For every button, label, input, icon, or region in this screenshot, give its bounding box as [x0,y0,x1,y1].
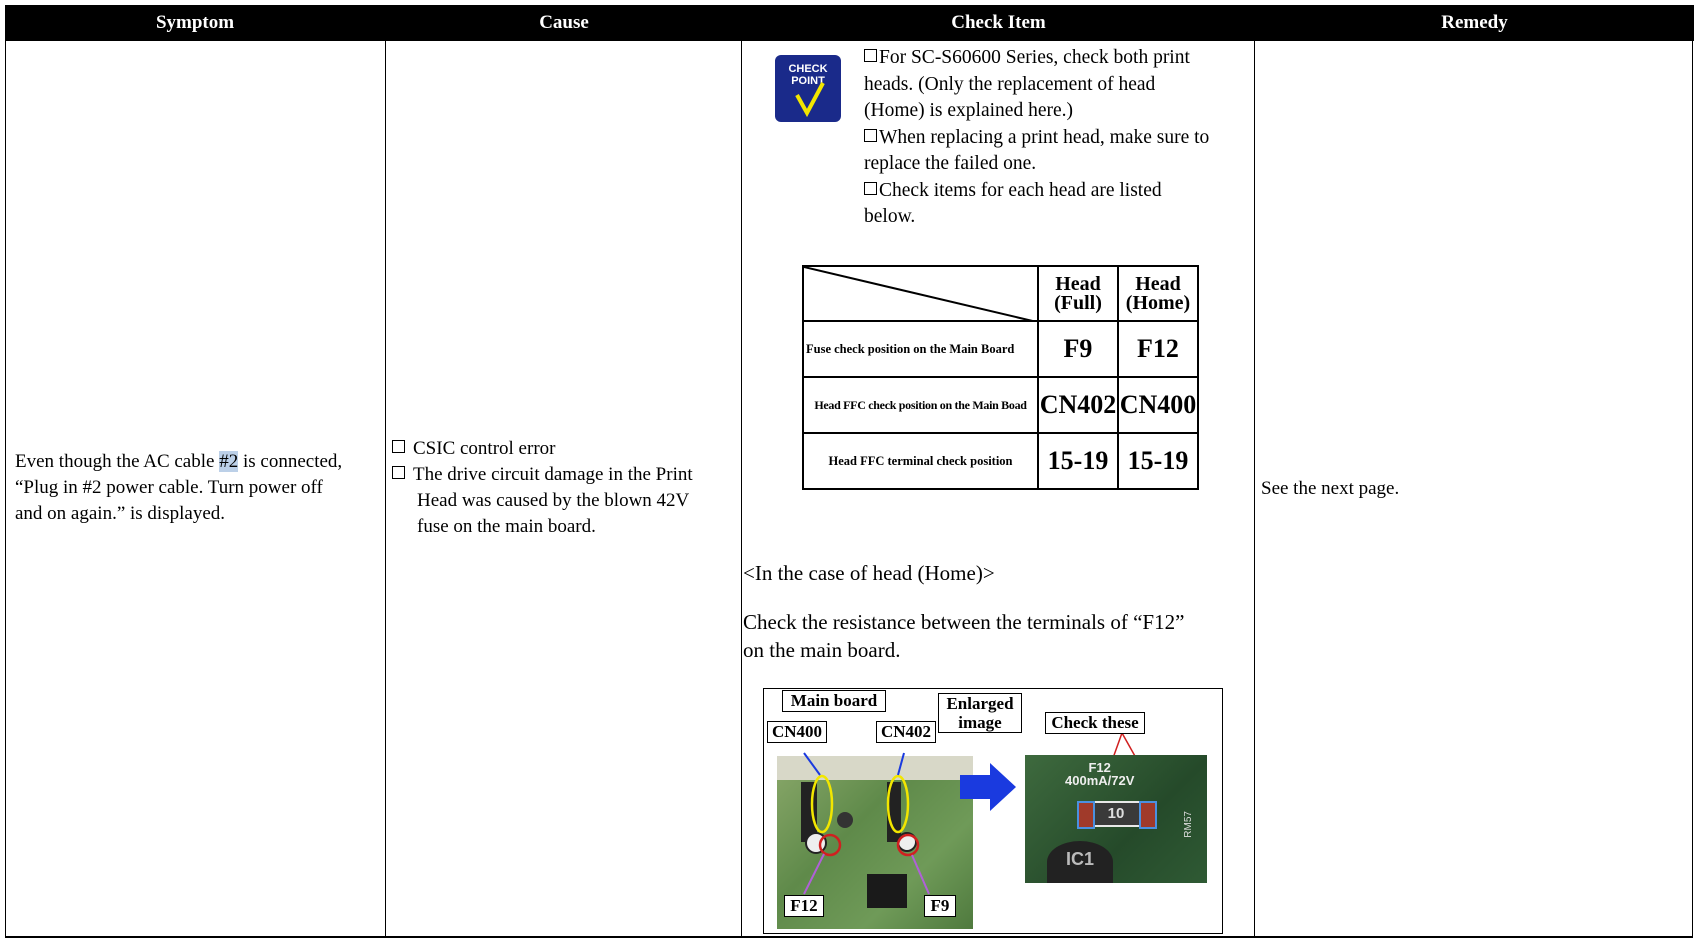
label-f12: F12 [784,895,824,917]
case-heading: <In the case of head (Home)> [743,561,995,585]
table-row: Fuse check position on the Main Board F9 F12 [803,321,1198,377]
checkbox-icon [864,182,877,195]
remedy-text: See the next page. [1261,478,1400,499]
table-row: Head FFC terminal check position 15-19 15-19 [803,433,1198,489]
symptom-highlight: #2 [219,451,239,472]
divider-check-remedy [1254,5,1255,938]
label-cn402: CN402 [876,721,936,743]
check-point-badge: CHECK POINT [775,55,841,122]
checkbox-icon [392,466,405,479]
border-right [1692,5,1693,938]
cause-item-cont: Head was caused by the blown 42V [417,490,690,511]
header-symptom: Symptom [5,5,385,41]
head-check-table [802,265,1199,490]
note: When replacing a print head, make sure to [864,125,1244,152]
header-check-item: Check Item [741,5,1255,41]
capacitor: IC1 [1047,841,1113,883]
cause-item-cont: fuse on the main board. [417,516,596,537]
note: For SC-S60600 Series, check both print [864,45,1244,72]
instruction-text: Check the resistance between the terminals of “F12” on the main board. [743,610,1185,662]
divider-cause-check [741,5,742,938]
border-bottom [5,936,1693,938]
checkbox-icon [864,129,877,142]
col-head-home: Head (Home) [1118,266,1198,321]
checkmark-icon [775,79,841,119]
cause-item: CSIC control error [392,436,737,462]
table-row: Head FFC check position on the Main Boad CN402 CN400 [803,377,1198,433]
label-main-board: Main board [782,690,886,712]
checkbox-icon [392,440,405,453]
header-cause: Cause [385,5,742,41]
note: Check items for each head are listed [864,178,1244,205]
terminal-left [1077,801,1095,829]
symptom-line3: and on again.” is displayed. [15,503,226,524]
header-remedy: Remedy [1254,5,1694,41]
label-check-these: Check these [1045,712,1145,734]
diagonal-header-cell [803,266,1038,321]
checkbox-icon [864,49,877,62]
label-enlarged-image: Enlarged image [938,693,1022,733]
symptom-text [15,449,385,527]
cause-list [392,436,737,540]
cause-item: The drive circuit damage in the Print [392,462,737,488]
main-board-figure [763,688,1223,934]
divider-symptom-cause [385,5,386,938]
fuse-chip: 10 [1083,801,1149,827]
symptom-pre: Even though the AC cable [15,451,220,472]
symptom-post: is connected, [238,451,343,472]
label-cn400: CN400 [767,721,827,743]
col-head-full: Head (Full) [1038,266,1118,321]
chip-silkscreen: F12 400mA/72V [1065,760,1135,788]
terminal-right [1139,801,1157,829]
symptom-line2: “Plug in #2 power cable. Turn power off [15,477,323,498]
border-left [5,5,6,938]
enlarged-image: F12 400mA/72V 10 IC1 RM57 [1025,755,1207,883]
label-f9: F9 [924,895,956,917]
check-notes: For SC-S60600 Series, check both print heads. (Only the replacement of head (Home) is explained here.) When replacing a print head, make sure to replace the failed one. Check items for each head are listed below. [864,45,1244,231]
